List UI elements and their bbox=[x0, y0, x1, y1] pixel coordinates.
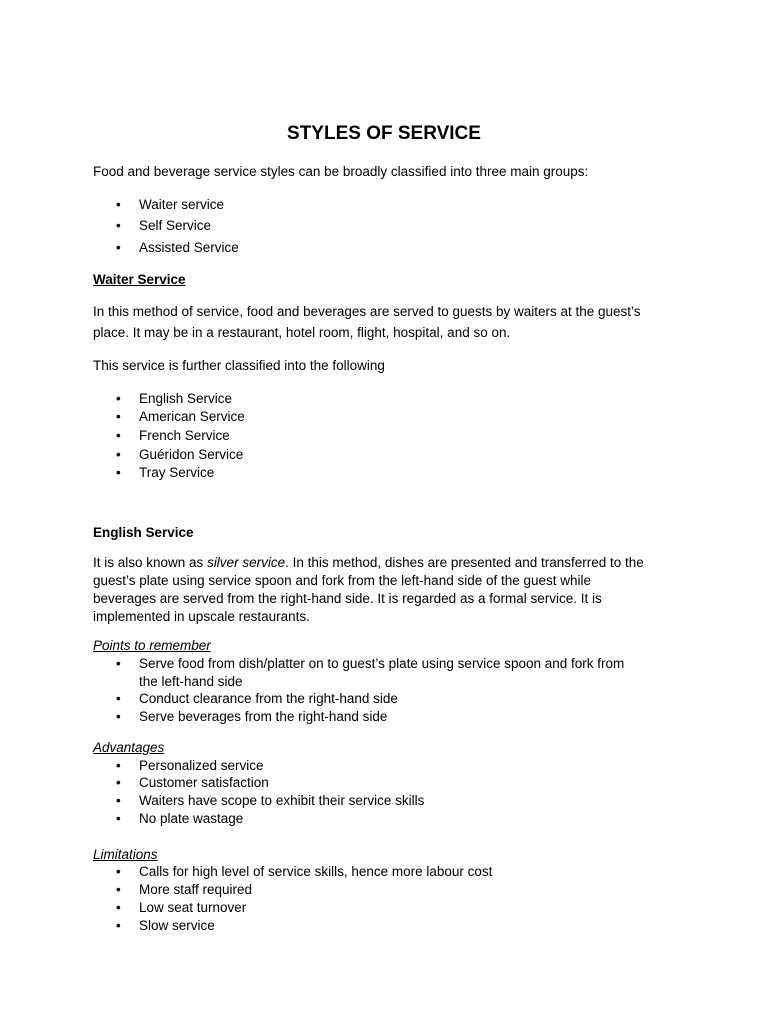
bullet-icon: • bbox=[116, 428, 121, 443]
list-item-label: Serve food from dish/platter on to guest’s plate using service spoon and fork from bbox=[139, 656, 625, 671]
list-item-label: Guéridon Service bbox=[139, 447, 244, 462]
bullet-icon: • bbox=[116, 447, 121, 462]
list-item-label: Calls for high level of service skills, hence more labour cost bbox=[139, 864, 493, 879]
advantages-heading: Advantages bbox=[93, 740, 165, 755]
paragraph-text: . In this method, dishes are presented and transferred to the bbox=[285, 555, 644, 570]
english-service-paragraph-line: guest’s plate using service spoon and fork from the left-hand side of the guest while bbox=[93, 573, 592, 588]
further-classified-text: This service is further classified into the following bbox=[93, 358, 385, 373]
bullet-icon: • bbox=[116, 656, 121, 671]
list-item bbox=[0, 792, 768, 810]
list-item-label: Tray Service bbox=[139, 465, 215, 480]
list-item bbox=[0, 390, 768, 408]
bullet-icon: • bbox=[116, 775, 121, 790]
bullet-icon: • bbox=[116, 465, 121, 480]
paragraph-text: It is also known as bbox=[93, 555, 208, 570]
list-item bbox=[0, 917, 768, 935]
bullet-icon: • bbox=[116, 709, 121, 724]
bullet-icon: • bbox=[116, 240, 121, 255]
list-item-continuation bbox=[0, 673, 768, 691]
list-item bbox=[0, 863, 768, 881]
bullet-icon: • bbox=[116, 793, 121, 808]
list-item bbox=[0, 217, 768, 235]
list-item bbox=[0, 196, 768, 214]
bullet-icon: • bbox=[116, 864, 121, 879]
list-item bbox=[0, 464, 768, 482]
list-item-label: English Service bbox=[139, 391, 233, 406]
english-service-paragraph-line bbox=[93, 554, 644, 572]
bullet-icon: • bbox=[116, 882, 121, 897]
list-item-label: Assisted Service bbox=[139, 240, 239, 255]
bullet-icon: • bbox=[116, 409, 121, 424]
paragraph-emphasis: silver service bbox=[207, 555, 286, 570]
list-item bbox=[0, 708, 768, 726]
list-item bbox=[0, 655, 768, 673]
english-service-paragraph-line: beverages are served from the right-hand side. It is regarded as a formal service. It is bbox=[93, 591, 602, 606]
list-item-label: Waiter service bbox=[139, 197, 225, 212]
limitations-heading: Limitations bbox=[93, 847, 158, 862]
list-item bbox=[0, 446, 768, 464]
list-item-label: Personalized service bbox=[139, 758, 264, 773]
list-item bbox=[0, 881, 768, 899]
list-item bbox=[0, 690, 768, 708]
list-item bbox=[0, 757, 768, 775]
list-item-label: Slow service bbox=[139, 918, 215, 933]
list-item bbox=[0, 408, 768, 426]
list-item-label: Low seat turnover bbox=[139, 900, 247, 915]
intro-paragraph: Food and beverage service styles can be broadly classified into three main groups: bbox=[93, 164, 589, 179]
waiter-service-description-line: place. It may be in a restaurant, hotel room, flight, hospital, and so on. bbox=[93, 325, 511, 340]
list-item bbox=[0, 899, 768, 917]
waiter-service-description-line: In this method of service, food and beverages are served to guests by waiters at the guest’s bbox=[93, 304, 641, 319]
bullet-icon: • bbox=[116, 691, 121, 706]
points-to-remember-heading: Points to remember bbox=[93, 638, 211, 653]
page-title: STYLES OF SERVICE bbox=[287, 123, 481, 144]
list-item-label: No plate wastage bbox=[139, 811, 244, 826]
list-item-label: Waiters have scope to exhibit their service skills bbox=[139, 793, 425, 808]
list-item-label: American Service bbox=[139, 409, 245, 424]
bullet-icon: • bbox=[116, 918, 121, 933]
bullet-icon: • bbox=[116, 218, 121, 233]
list-item-label: Customer satisfaction bbox=[139, 775, 269, 790]
bullet-icon: • bbox=[116, 900, 121, 915]
english-service-paragraph-line: implemented in upscale restaurants. bbox=[93, 609, 310, 624]
list-item-label: the left-hand side bbox=[139, 674, 243, 689]
list-item bbox=[0, 427, 768, 445]
bullet-icon: • bbox=[116, 811, 121, 826]
list-item-label: More staff required bbox=[139, 882, 253, 897]
list-item-label: Serve beverages from the right-hand side bbox=[139, 709, 388, 724]
waiter-service-heading: Waiter Service bbox=[93, 272, 186, 287]
list-item-label: Conduct clearance from the right-hand side bbox=[139, 691, 398, 706]
english-service-heading: English Service bbox=[93, 525, 194, 540]
list-item bbox=[0, 774, 768, 792]
list-item-label: Self Service bbox=[139, 218, 212, 233]
list-item bbox=[0, 810, 768, 828]
bullet-icon: • bbox=[116, 391, 121, 406]
list-item bbox=[0, 239, 768, 257]
list-item-label: French Service bbox=[139, 428, 230, 443]
bullet-icon: • bbox=[116, 197, 121, 212]
bullet-icon: • bbox=[116, 758, 121, 773]
